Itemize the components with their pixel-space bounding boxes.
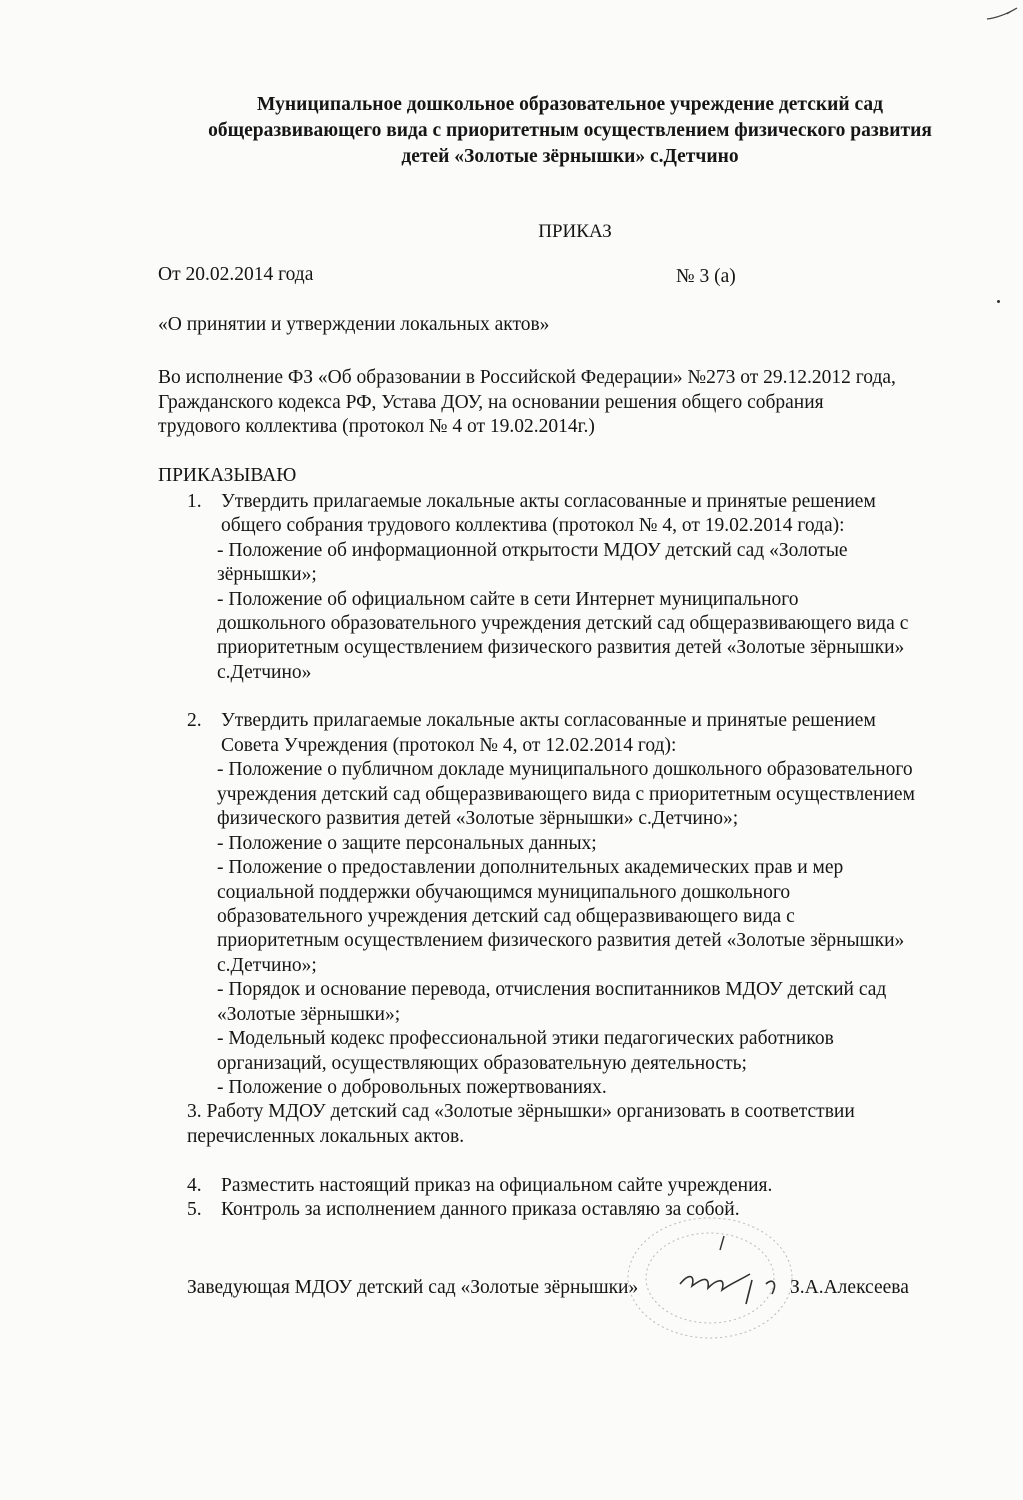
item-2-line: - Положение о предоставлении дополнительных академических прав и мер [217,857,844,878]
item-2-line: учреждения детский сад общеразвивающего вида с приоритетным осуществлением [217,784,915,805]
item-3-line: 3. Работу МДОУ детский сад «Золотые зёрнышки» организовать в соответствии [187,1101,855,1122]
item-2-line: «Золотые зёрнышки»; [217,1004,401,1025]
item-2-line: социальной поддержки обучающимся муниципального дошкольного [217,882,791,903]
header-line-2: общеразвивающего вида с приоритетным осуществлением физического развития [208,120,932,141]
preamble-line: Во исполнение ФЗ «Об образовании в Российской Федерации» №273 от 29.12.2012 года, [158,367,896,388]
item-2-line: приоритетным осуществлением физического развития детей «Золотые зёрнышки» [217,930,905,951]
order-word: ПРИКАЗЫВАЮ [158,465,297,486]
item-2-line: - Порядок и основание перевода, отчисления воспитанников МДОУ детский сад [217,979,887,1000]
stamp-signature-icon [600,1210,800,1340]
item-2-line: с.Детчино»; [217,955,317,976]
item-1-line: Утвердить прилагаемые локальные акты согласованные и принятые решением [221,491,876,512]
item-1-line: зёрнышки»; [217,564,317,585]
document-type: ПРИКАЗ [538,221,612,242]
header-line-3: детей «Золотые зёрнышки» с.Детчино [401,146,739,167]
item-2-line: организаций, осуществляющих образовательную деятельность; [217,1053,747,1074]
item-4-text: Разместить настоящий приказ на официальном сайте учреждения. [221,1175,773,1196]
item-3-line: перечисленных локальных актов. [187,1126,465,1147]
item-5-text: Контроль за исполнением данного приказа оставляю за собой. [221,1199,740,1220]
item-1-line: - Положение об официальном сайте в сети Интернет муниципального [217,589,799,610]
item-2-line: - Положение о публичном докладе муниципального дошкольного образовательного [217,759,913,780]
order-number: № 3 (а) [676,266,736,287]
preamble-line: Гражданского кодекса РФ, Устава ДОУ, на основании решения общего собрания [158,392,824,413]
item-1-line: общего собрания трудового коллектива (протокол № 4, от 19.02.2014 года): [221,515,845,536]
item-1-number: 1. [187,491,202,512]
item-4-number: 4. [187,1175,202,1196]
item-5-number: 5. [187,1199,202,1220]
item-2-line: физического развития детей «Золотые зёрнышки» с.Детчино»; [217,808,739,829]
order-date: От 20.02.2014 года [158,264,314,285]
item-2-line: Совета Учреждения (протокол № 4, от 12.02.2014 год): [221,735,677,756]
order-subject: «О принятии и утверждении локальных актов» [158,314,550,335]
signature-role: Заведующая МДОУ детский сад «Золотые зёрнышки» [187,1277,639,1298]
item-1-line: дошкольного образовательного учреждения детский сад общеразвивающего вида с [217,613,909,634]
signature-name: З.А.Алексеева [790,1277,909,1298]
scan-dot [997,300,1000,303]
item-2-line: - Положение о добровольных пожертвованиях. [217,1077,607,1098]
item-1-line: - Положение об информационной открытости МДОУ детский сад «Золотые [217,540,848,561]
header-line-1: Муниципальное дошкольное образовательное учреждение детский сад [257,94,883,115]
preamble-line: трудового коллектива (протокол № 4 от 19.02.2014г.) [158,416,595,437]
scan-mark-icon [985,6,1019,22]
item-2-line: - Модельный кодекс профессиональной этики педагогических работников [217,1028,834,1049]
document-header [150,92,990,170]
item-1-line: с.Детчино» [217,662,312,683]
item-1-line: приоритетным осуществлением физического развития детей «Золотые зёрнышки» [217,637,905,658]
item-2-line: - Положение о защите персональных данных; [217,833,597,854]
item-2-line: Утвердить прилагаемые локальные акты согласованные и принятые решением [221,710,876,731]
item-2-line: образовательного учреждения детский сад общеразвивающего вида с [217,906,795,927]
item-2-number: 2. [187,710,202,731]
